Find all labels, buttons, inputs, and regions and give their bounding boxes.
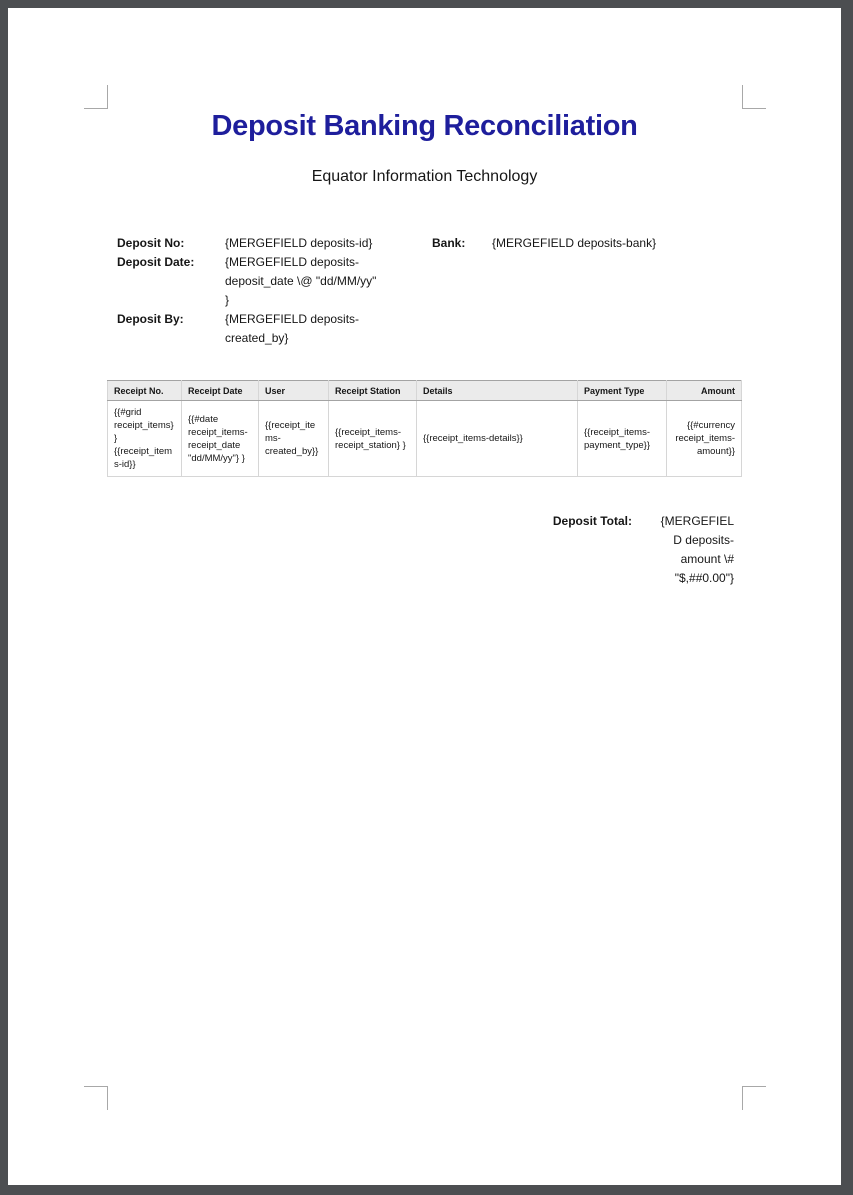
cell-user: {{receipt_items-created_by}} (259, 401, 329, 477)
col-header-receipt-no: Receipt No. (108, 381, 182, 401)
deposit-by-label: Deposit By: (117, 312, 184, 326)
margin-mark-top-right (742, 85, 766, 109)
cell-receipt-date: {{#date receipt_items-receipt_date "dd/MM/yy"} } (182, 401, 259, 477)
deposit-date-label: Deposit Date: (117, 255, 195, 269)
cell-receipt-no: {{#grid receipt_items}}{{receipt_items-id}} (108, 401, 182, 477)
deposit-date-field: {MERGEFIELD deposits-deposit_date \@ "dd/MM/yy" } (225, 255, 377, 307)
bank-label: Bank: (432, 236, 466, 250)
receipt-items-table (107, 380, 742, 477)
col-header-user: User (259, 381, 329, 401)
deposit-info-section (117, 234, 692, 348)
document-title: Deposit Banking Reconciliation (211, 110, 638, 142)
margin-mark-top-left (84, 85, 108, 109)
col-header-amount: Amount (667, 381, 742, 401)
table-header-row (108, 381, 742, 401)
margin-mark-bottom-right (742, 1086, 766, 1110)
deposit-by-field: {MERGEFIELD deposits-created_by} (225, 312, 360, 345)
col-header-payment-type: Payment Type (578, 381, 667, 401)
col-header-receipt-date: Receipt Date (182, 381, 259, 401)
col-header-receipt-station: Receipt Station (329, 381, 417, 401)
document-page (8, 8, 841, 1185)
table-row (108, 401, 742, 477)
document-subtitle: Equator Information Technology (311, 168, 538, 185)
margin-mark-bottom-left (84, 1086, 108, 1110)
deposit-no-label: Deposit No: (117, 236, 185, 250)
deposit-no-field: {MERGEFIELD deposits-id} (225, 236, 373, 250)
cell-payment-type: {{receipt_items-payment_type}} (578, 401, 667, 477)
deposit-total-field: {MERGEFIELD deposits-amount \# "$,##0.00"} (660, 514, 734, 585)
cell-receipt-station: {{receipt_items-receipt_station} } (329, 401, 417, 477)
bank-field: {MERGEFIELD deposits-bank} (492, 236, 657, 250)
col-header-details: Details (417, 381, 578, 401)
deposit-total-label: Deposit Total: (552, 514, 632, 528)
cell-amount: {{#currency receipt_items-amount}} (667, 401, 742, 477)
cell-details: {{receipt_items-details}} (417, 401, 578, 477)
deposit-total-section (553, 512, 734, 588)
